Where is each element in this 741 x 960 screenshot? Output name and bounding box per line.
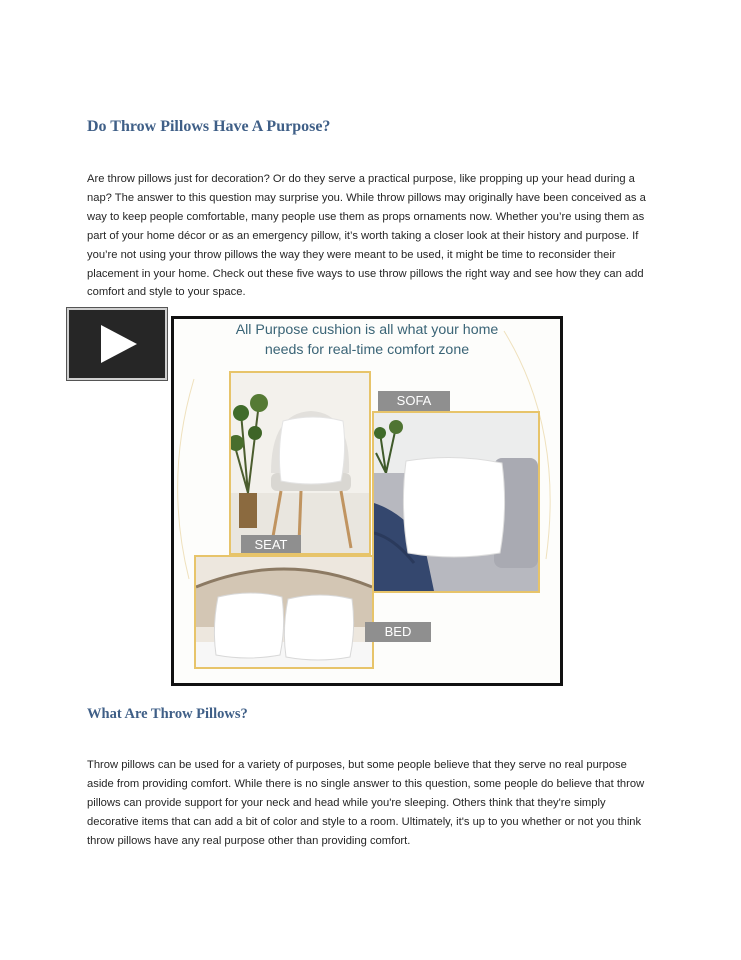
promo-title-line-1: All Purpose cushion is all what your home (235, 322, 499, 338)
definition-paragraph: Throw pillows can be used for a variety of purposes, but some people believe that they serve no real purpose aside from providing comfort. While there is no single answer to this question, some people do believe that throw pillows can provide support for your neck and head while you're sleeping. Others think that they're simply decorative items that can add a bit of color and style to a room. Ultimately, it's up to you whether or not you think throw pillows have any real purpose other than providing comfort. (87, 759, 645, 847)
section-heading-what: What Are Throw Pillows? (87, 706, 248, 722)
play-button[interactable] (67, 308, 167, 380)
bed-photo (194, 555, 374, 669)
intro-paragraph: Are throw pillows just for decoration? Or do they serve a practical purpose, like propping up your head during a nap? The answer to this question may surprise you. While throw pillows may originally have been conceived as a way to keep people comfortable, many people use them as props ornaments now. Whether you’re using them as part of your home décor or as an emergency pillow, it’s worth taking a closer look at their history and purpose. If you’re not using your throw pillows the way they were meant to be used, it might be time to reconsider their placement in your home. Check out these five ways to use throw pillows the right way and see how they can add comfort and style to your space. (87, 173, 646, 299)
promo-title-line-2: needs for real-time comfort zone (264, 342, 470, 358)
seat-tag: SEAT (241, 535, 301, 555)
sofa-label: SOFA (378, 391, 450, 411)
section-heading-purpose: Do Throw Pillows Have A Purpose? (87, 118, 331, 135)
promo-image (171, 316, 563, 686)
seat-photo (229, 371, 371, 555)
sofa-photo (372, 411, 540, 593)
play-icon (99, 323, 139, 365)
bed-tag: BED (365, 622, 431, 642)
